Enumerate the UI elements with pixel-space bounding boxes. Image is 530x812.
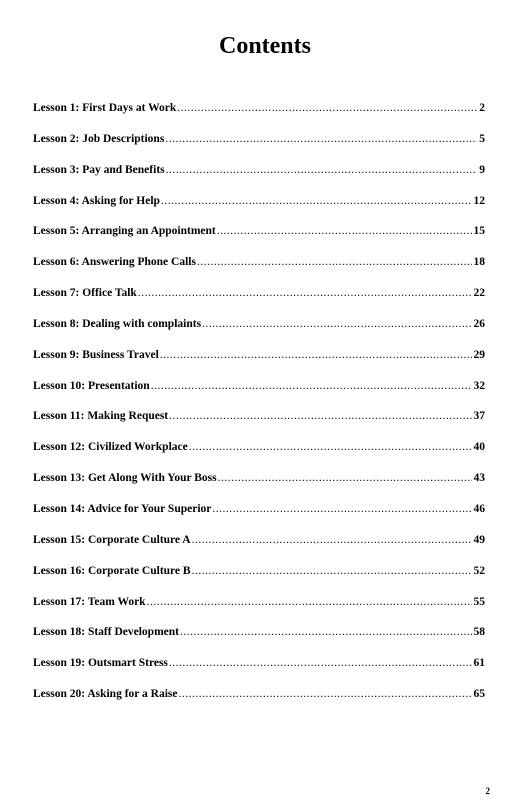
toc-entry[interactable] [33,406,485,437]
toc-entry-title: Lesson 5: Arranging an Appointment [33,225,216,238]
toc-entry[interactable] [33,191,485,222]
toc-dot-leader [160,345,472,365]
toc-entry-page: 5 [479,132,485,145]
toc-entry[interactable] [33,622,485,653]
toc-dot-leader [169,653,472,673]
toc-entry[interactable] [33,129,485,160]
toc-entry[interactable] [33,530,485,561]
toc-entry-title: Lesson 3: Pay and Benefits [33,163,165,176]
toc-entry-title: Lesson 2: Job Descriptions [33,132,165,145]
toc-entry-page: 61 [473,657,485,670]
toc-dot-leader [189,437,472,457]
toc-entry-title: Lesson 20: Asking for a Raise [33,688,178,701]
toc-entry[interactable] [33,376,485,407]
toc-entry[interactable] [33,684,485,715]
toc-entry-page: 58 [473,626,485,639]
toc-dot-leader [197,252,472,272]
toc-entry-page: 26 [473,317,485,330]
toc-entry[interactable] [33,160,485,191]
toc-entry-title: Lesson 4: Asking for Help [33,194,160,207]
toc-entry-page: 65 [473,688,485,701]
toc-entry-page: 12 [473,194,485,207]
toc-dot-leader [166,160,478,180]
toc-dot-leader [180,622,472,642]
toc-dot-leader [217,221,472,241]
toc-entry[interactable] [33,437,485,468]
toc-entry-title: Lesson 1: First Days at Work [33,102,177,114]
toc-entry-title: Lesson 18: Staff Development [33,626,179,639]
toc-dot-leader [179,684,472,704]
page-title: Contents [218,33,311,59]
toc-entry-page: 9 [479,163,485,176]
toc-entry-page: 37 [473,410,485,423]
toc-entry-page: 40 [473,441,485,454]
toc-dot-leader [212,499,471,519]
toc-entry[interactable] [33,252,485,283]
toc-dot-leader [147,592,472,612]
toc-entry-title: Lesson 6: Answering Phone Calls [33,256,196,269]
toc-dot-leader [202,314,471,334]
toc-entry-page: 55 [473,595,485,608]
toc-entry-page: 46 [473,502,485,515]
toc-dot-leader [218,468,472,488]
toc-dot-leader [192,530,472,550]
toc-entry[interactable] [33,499,485,530]
toc-entry-title: Lesson 13: Get Along With Your Boss [33,472,217,485]
toc-entry-page: 32 [473,379,485,392]
toc-entry[interactable] [33,314,485,345]
toc-entry[interactable] [33,561,485,592]
toc-entry-title: Lesson 19: Outsmart Stress [33,657,168,670]
toc-dot-leader [151,376,472,396]
page-number: 2 [485,786,490,796]
toc-entry-title: Lesson 12: Civilized Workplace [33,441,188,454]
toc-dot-leader [161,191,472,211]
toc-entry-page: 18 [473,256,485,269]
toc-entry-title: Lesson 17: Team Work [33,595,146,608]
toc-entry-page: 49 [473,533,485,546]
toc-entry[interactable] [33,221,485,252]
toc-entry-page: 2 [479,102,485,114]
toc-entry-page: 22 [473,287,485,300]
toc-dot-leader [177,98,477,118]
toc-entry-title: Lesson 7: Office Talk [33,287,137,300]
toc-entry-page: 52 [473,564,485,577]
toc-entry-title: Lesson 15: Corporate Culture A [33,533,191,546]
toc-dot-leader [138,283,472,303]
toc-entry[interactable] [33,283,485,314]
toc-entry-page: 29 [473,348,485,361]
toc-entry[interactable] [33,98,485,129]
table-of-contents [33,98,485,715]
toc-entry[interactable] [33,345,485,376]
toc-entry-title: Lesson 11: Making Request [33,410,169,423]
toc-entry-title: Lesson 14: Advice for Your Superior [33,502,212,515]
toc-entry-title: Lesson 9: Business Travel [33,348,159,361]
toc-entry[interactable] [33,468,485,499]
toc-entry[interactable] [33,653,485,684]
toc-dot-leader [192,561,472,581]
toc-entry-page: 15 [473,225,485,238]
toc-dot-leader [169,406,471,426]
toc-entry-title: Lesson 10: Presentation [33,379,150,392]
toc-entry[interactable] [33,592,485,623]
toc-entry-page: 43 [473,472,485,485]
toc-entry-title: Lesson 16: Corporate Culture B [33,564,191,577]
toc-entry-title: Lesson 8: Dealing with complaints [33,317,202,330]
toc-dot-leader [165,129,477,149]
